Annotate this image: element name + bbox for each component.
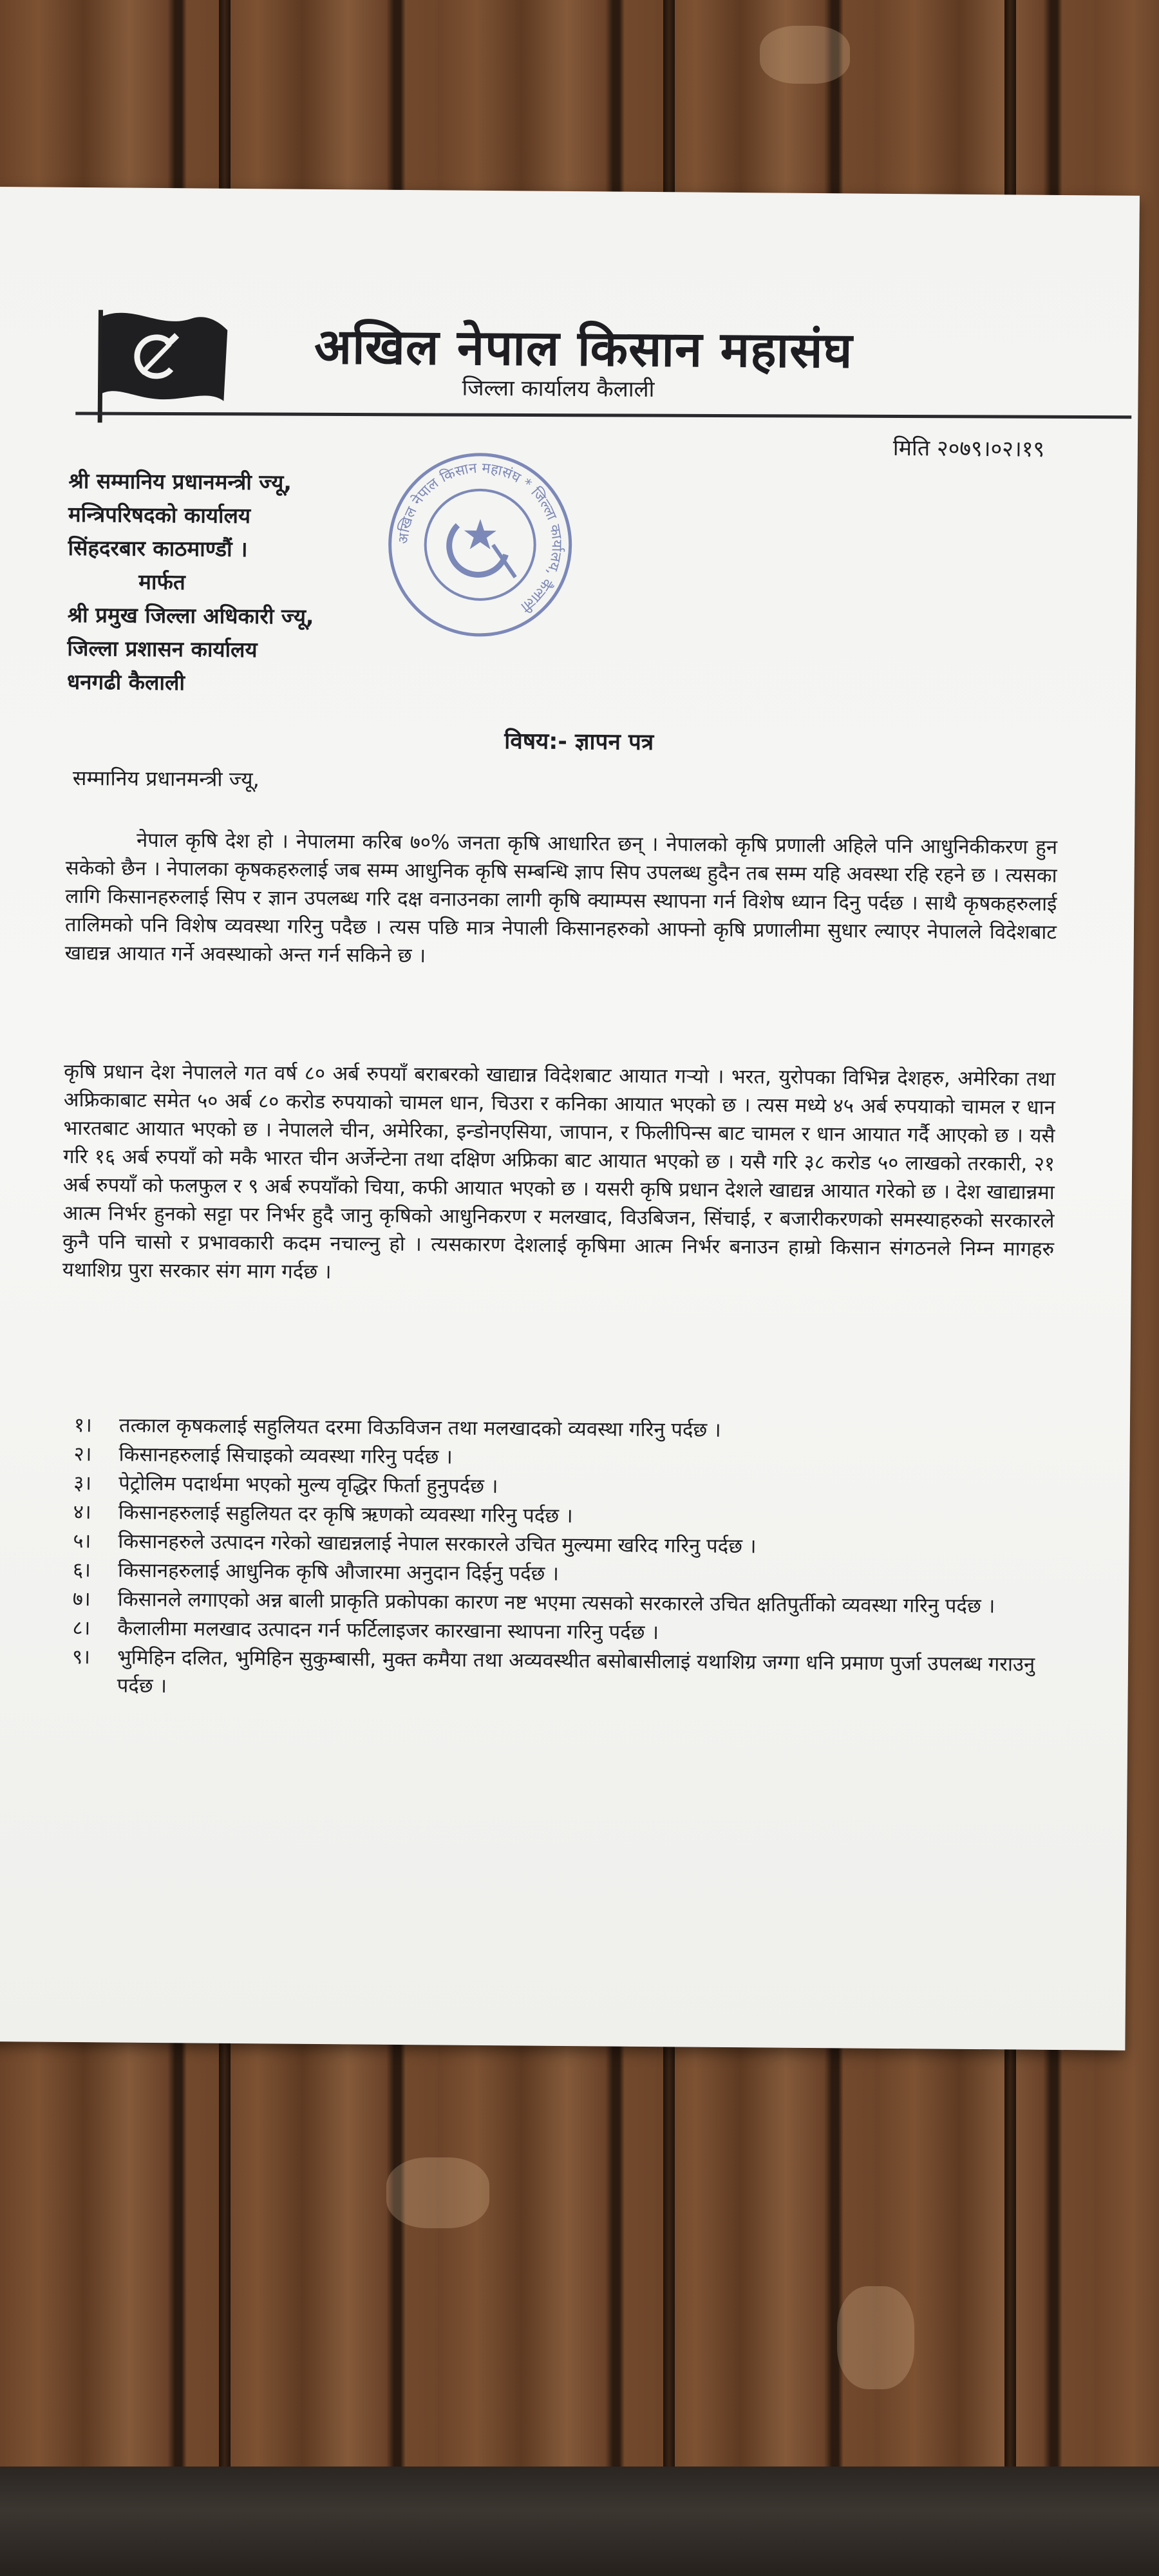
salutation: सम्मानिय प्रधानमन्त्री ज्यू,	[72, 765, 259, 792]
dark-cloth-edge	[0, 2467, 1159, 2576]
addressee-line: सिंहदरबार काठमाण्डौं ।	[68, 535, 248, 562]
addressee-line: जिल्ला प्रशासन कार्यालय	[67, 635, 258, 663]
organization-seal-icon	[382, 448, 577, 642]
demand-number: ८।	[72, 1616, 91, 1640]
letterhead-divider	[75, 412, 1131, 419]
wood-wear-mark	[760, 26, 850, 84]
demand-text: किसानहरुलाई आधुनिक कृषि औजारमा अनुदान दिईनु पर्दछ ।	[117, 1558, 560, 1586]
demand-number: ९।	[71, 1645, 91, 1669]
demand-text: पेट्रोलिम पदार्थमा भएको मुल्य वृद्धिर फिर्ता हुनुपर्दछ ।	[118, 1472, 498, 1499]
hammer-sickle-flag-icon	[88, 303, 231, 427]
addressee-line: धनगढी कैलाली	[66, 668, 185, 696]
addressee-via: मार्फत	[138, 569, 185, 595]
demand-text: भुमिहिन दलित, भुमिहिन सुकुम्बासी, मुक्त कमैया तथा अव्यवस्थीत बसोबासीलाइं यथाशिग्र जग्गा धनि प्रमाण पुर्जा उपलब्ध गराउनु पर्दछ ।	[117, 1645, 1035, 1698]
demand-number: ६।	[72, 1558, 91, 1582]
demand-number: ५।	[73, 1529, 91, 1553]
body-paragraph: नेपाल कृषि देश हो । नेपालमा करिब ७०% जनता कृषि आधारित छन् । नेपालको कृषि प्रणाली अहिले पनि आधुनिकीकरण हुन सकेको छैन । नेपालका कृषकहरुलाई जब सम्म आधुनिक कृषि सम्बन्धि ज्ञाप सिप उपलब्ध हुदैन तब सम्म यहि अवस्था रहि रहने छ । त्यसका लागि किसानहरुलाई सिप र ज्ञान उपलब्ध गरि दक्ष वनाउनका लागी कृषि क्याम्पस स्थापना गर्न विशेष ध्यान दिनु पर्दछ । साथै कृषकहरुलाई तालिमको पनि विशेष व्यवस्था गरिनु पदैछ । त्यस पछि मात्र नेपाली किसानहरुको आफ्नो कृषि प्रणालीमा सुधार ल्याएर नेपालले विदेशबाट खाद्यन्न आयात गर्ने अवस्थाको अन्त गर्न सकिने छ ।	[64, 828, 1058, 968]
body-paragraph: कृषि प्रधान देश नेपालले गत वर्ष ८० अर्ब रुपयाँ बराबरको खाद्यान्न विदेशबाट आयात गर्‍यो । भरत, युरोपका विभिन्न देशहरु, अमेरिका तथा अफ्रिकाबाट समेत ५० अर्ब ८० करोड रुपयाको चामल धान, चिउरा र कनिका आयात भएको छ । त्यस मध्ये ४५ अर्ब रुपयाको चामल र धान भारतबाट आयात भएको छ । नेपालले चीन, अमेरिका, इन्डोनएसिया, जापान, र फिलीपिन्स बाट चामल र धान आयात गर्दै आएको छ । यसै गरि १६ अर्ब रुपयाँ को मकै भारत चीन अर्जेन्टेना तथा दक्षिण अफ्रिका बाट आयात भएको छ । यसै गरि ३८ करोड ५० लाखको तरकारी, २१ अर्ब रुपयाँ को फलफुल र ९ अर्ब रुपयाँको चिया, कफी आयात भएको छ । यसरी कृषि प्रधान देशले खाद्यन्न आयात गरेको छ । देश खाद्यान्नमा आत्म निर्भर हुनको सट्टा पर निर्भर हुदै जानु कृषिको आधुनिकरण र मलखाद, विउबिजन, सिंचाई, र बजारीकरणको समस्याहरुको सरकारले कुनै पनि चासो र प्रभावकारी कदम नचाल्नु हो । त्यसकारण देशलाई कृषिमा आत्म निर्भर बनाउन हाम्रो किसान संगठनले निम्न मागहरु यथाशिग्र पुरा सरकार संग माग गर्दछ ।	[62, 1059, 1056, 1284]
memorandum-paper	[0, 187, 1140, 2050]
list-item	[72, 1643, 1051, 1707]
letter-date: मिति २०७९।०२।१९	[892, 435, 1045, 462]
demand-number: ३।	[73, 1471, 92, 1495]
demand-text: तत्काल कृषकलाई सहुलियत दरमा विऊविजन तथा मलखादको व्यवस्था गरिनु पर्दछ ।	[118, 1414, 721, 1442]
demand-number: ४।	[73, 1500, 91, 1524]
demand-text: कैलालीमा मलखाद उत्पादन गर्न फर्टिलाइजर कारखाना स्थापना गरिनु पर्दछ ।	[117, 1616, 659, 1645]
demand-text: किसानहरुले उत्पादन गरेको खाद्यन्नलाई नेपाल सरकारले उचित मुल्यमा खरिद गरिनु पर्दछ ।	[118, 1530, 757, 1558]
wood-wear-mark	[386, 2157, 489, 2228]
addressee-line: मन्त्रिपरिषदको कार्यालय	[68, 501, 251, 529]
seal-text: अखिल नेपाल किसान महासंघ * जिल्ला कार्यालय, कैलाली	[395, 460, 565, 615]
wood-wear-mark	[837, 2286, 914, 2389]
demand-text: किसानले लगाएको अन्न बाली प्राकृति प्रकोपका कारण नष्ट भएमा त्यसको सरकारले उचित क्षतिपुर्तीको व्यवस्था गरिनु पर्दछ ।	[117, 1587, 995, 1618]
letter-subject: विषय:- ज्ञापन पत्र	[504, 728, 654, 755]
office-subtitle: जिल्ला कार्यालय कैलाली	[462, 375, 655, 402]
demand-number: १।	[73, 1413, 92, 1437]
addressee-line: श्री प्रमुख जिल्ला अधिकारी ज्यू,	[67, 601, 314, 629]
addressee-line: श्री सम्मानिय प्रधानमन्त्री ज्यू,	[68, 468, 292, 495]
demand-text: किसानहरुलाई सिचाइको व्यवस्था गरिनु पर्दछ ।	[118, 1443, 453, 1469]
addressee-block	[67, 464, 404, 701]
demand-text: किसानहरुलाई सहुलियत दर कृषि ऋणको व्यवस्था गरिनु पर्दछ ।	[118, 1501, 573, 1528]
demand-number: २।	[73, 1442, 92, 1466]
demands-list	[72, 1411, 1053, 1708]
organization-name: अखिल नेपाल किसान महासंघ	[314, 317, 853, 379]
demand-number: ७।	[72, 1587, 91, 1611]
